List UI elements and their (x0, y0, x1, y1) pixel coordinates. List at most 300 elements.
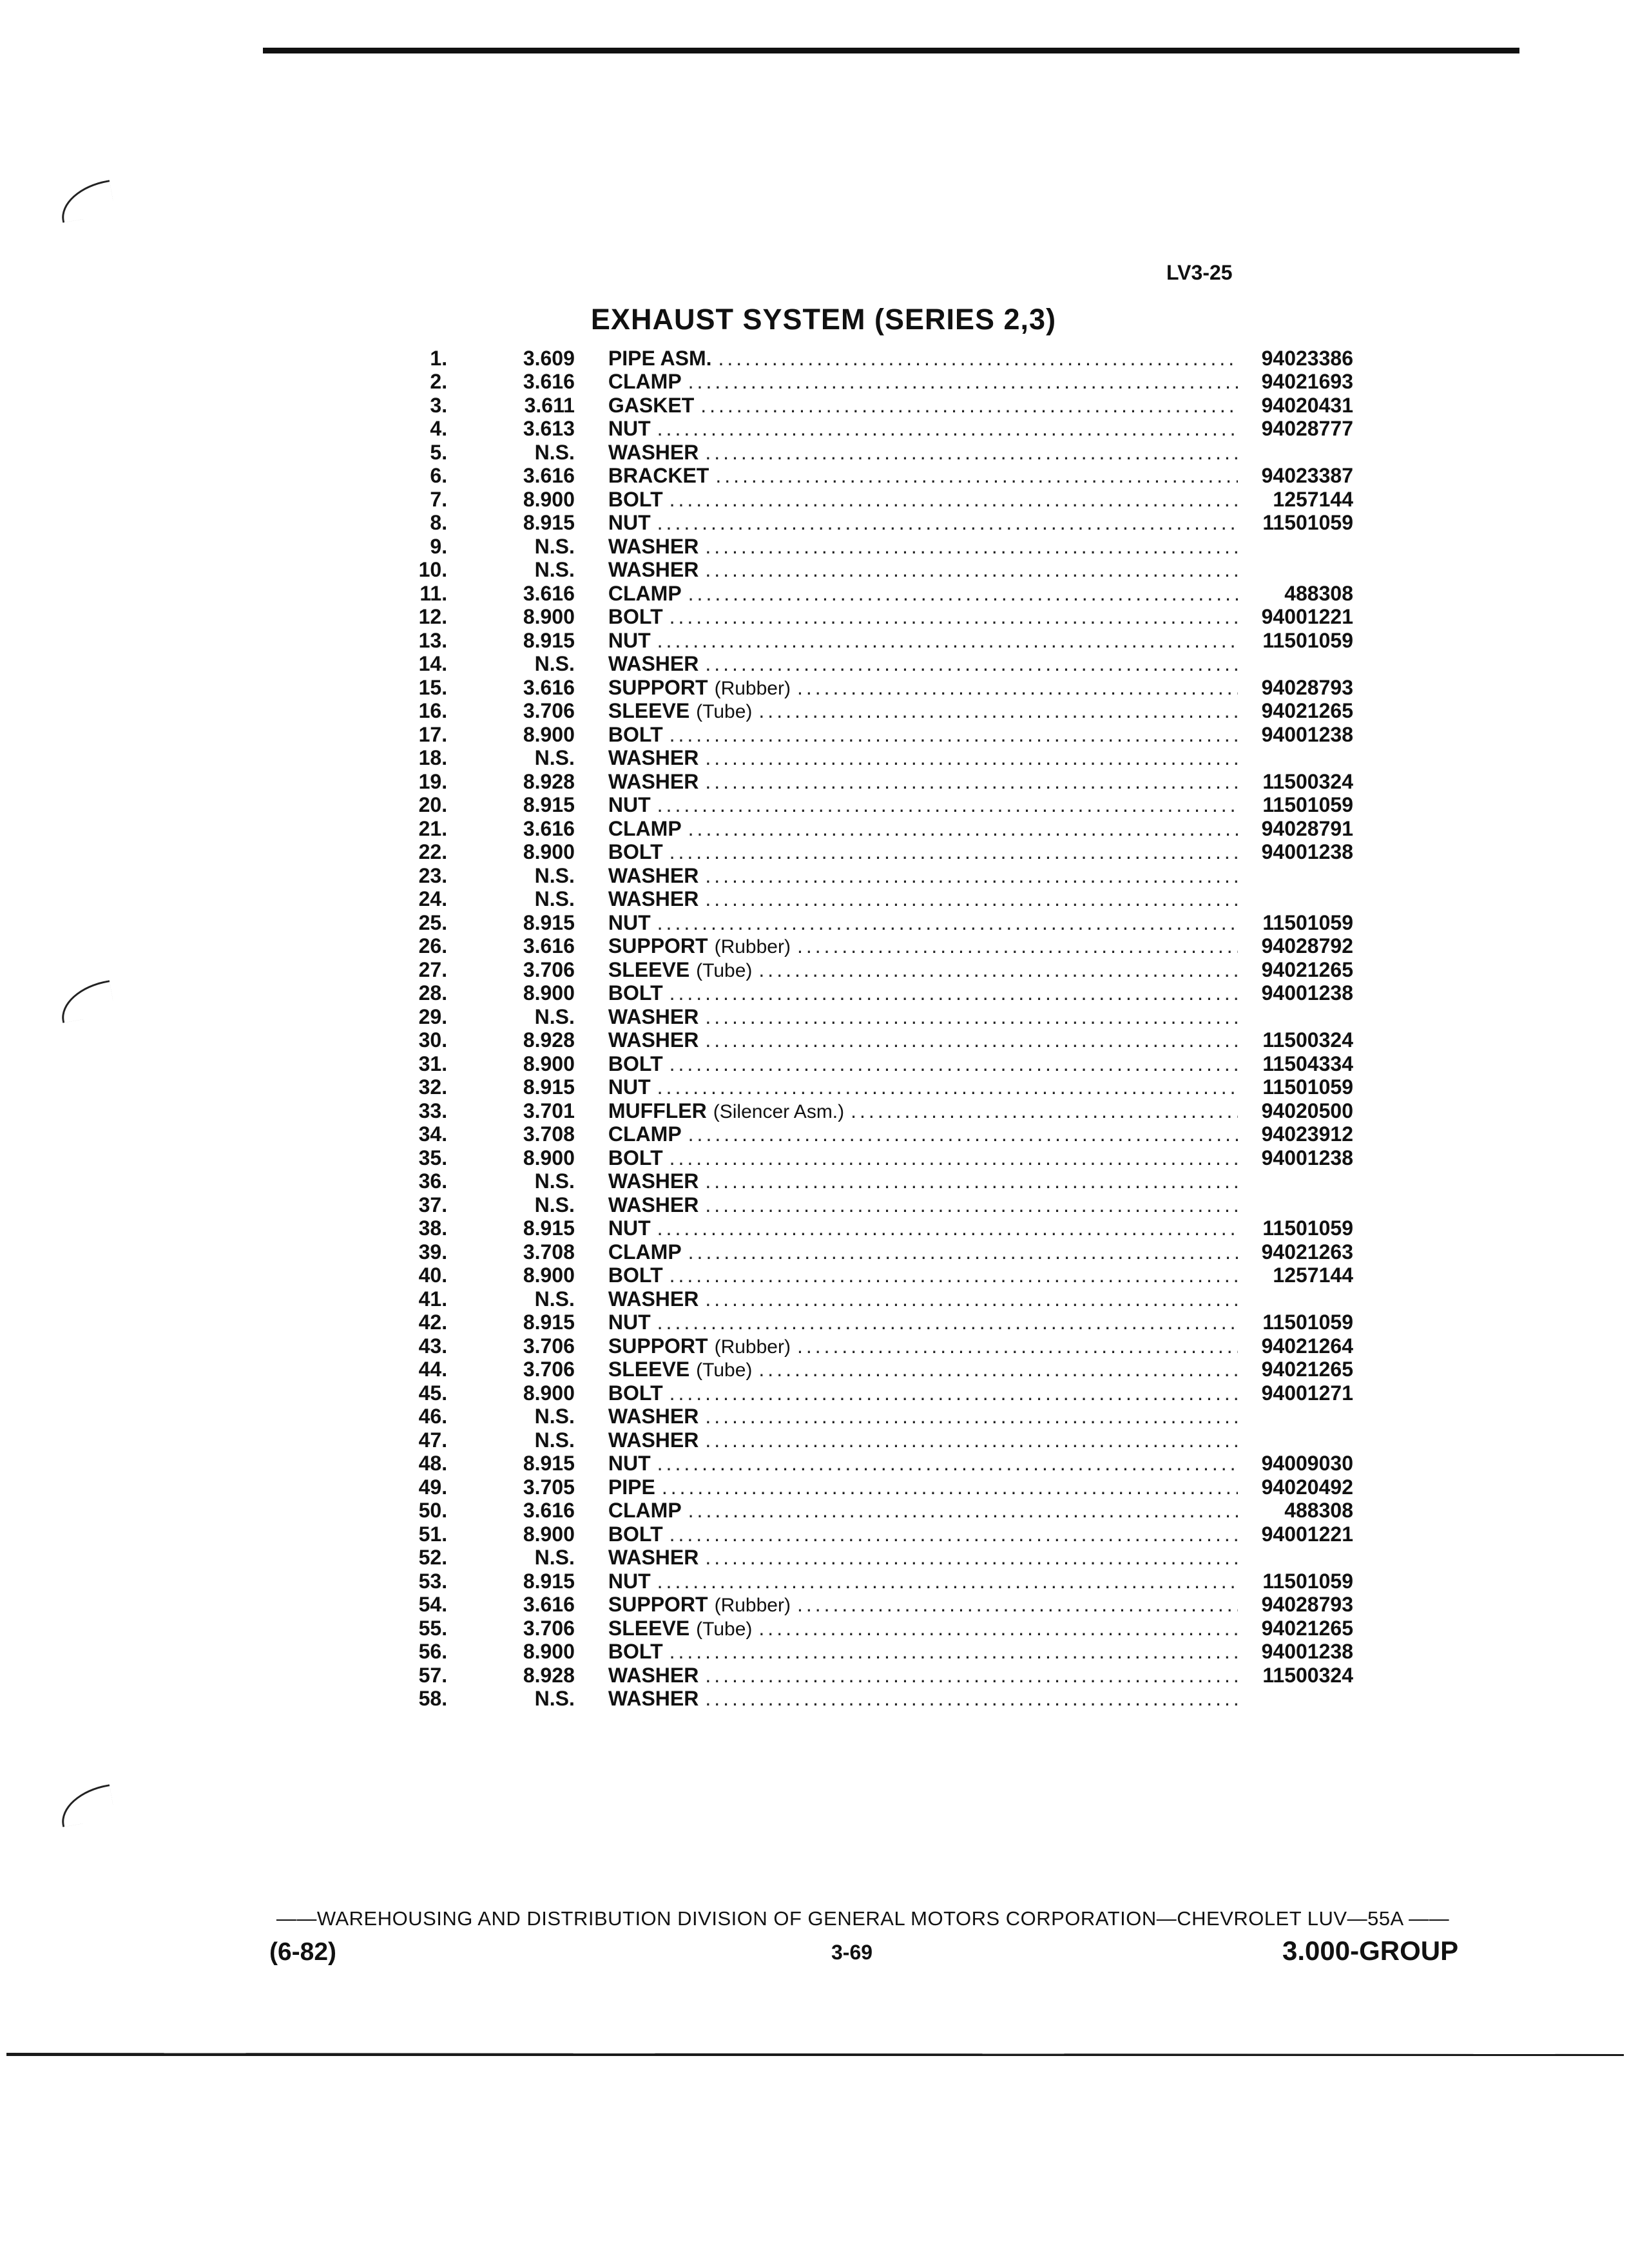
part-number: 94001238 (1261, 1146, 1353, 1169)
dot-leader (718, 347, 1239, 370)
item-number: 43. (418, 1334, 448, 1358)
dot-leader (705, 1193, 1238, 1217)
dot-leader (657, 511, 1239, 535)
part-number: 11501059 (1262, 1075, 1353, 1099)
group-number: 3.706 (523, 1334, 575, 1358)
part-description (608, 770, 1239, 794)
dot-leader (670, 840, 1239, 864)
part-row (387, 1499, 1353, 1523)
group-number: N.S. (534, 1687, 575, 1711)
part-name: NUT (608, 793, 651, 817)
part-name: NUT (608, 910, 651, 934)
item-number: 42. (418, 1311, 448, 1334)
group-number: 3.616 (523, 581, 575, 605)
item-number: 57. (418, 1663, 448, 1687)
part-number: 94001238 (1261, 722, 1353, 746)
item-number: 20. (418, 793, 448, 817)
part-description (608, 1334, 1239, 1358)
part-row (387, 653, 1353, 677)
dot-leader (662, 1475, 1239, 1499)
part-description (608, 1311, 1239, 1334)
item-number: 41. (418, 1287, 448, 1311)
part-description (608, 1264, 1239, 1287)
part-number: 94021265 (1261, 1358, 1353, 1381)
group-number: 3.708 (523, 1240, 575, 1264)
page-title: EXHAUST SYSTEM (SERIES 2,3) (590, 303, 1057, 336)
group-number: 3.705 (523, 1475, 575, 1499)
part-row (387, 864, 1353, 888)
dot-leader (670, 1052, 1239, 1076)
part-name: WASHER (608, 887, 699, 911)
part-name: WASHER (608, 1687, 699, 1711)
part-row (387, 958, 1353, 982)
dot-leader (657, 1075, 1239, 1099)
part-description (608, 370, 1239, 394)
item-number: 54. (418, 1593, 448, 1617)
part-description (608, 347, 1239, 370)
group-number: N.S. (534, 1193, 575, 1216)
part-row (387, 512, 1353, 535)
part-name: WASHER (608, 652, 699, 676)
part-description (608, 394, 1239, 418)
part-qualifier: (Rubber) (714, 677, 791, 699)
dot-leader (705, 887, 1238, 911)
dot-leader (705, 535, 1238, 559)
item-number: 56. (418, 1640, 448, 1664)
part-name: WASHER (608, 1546, 699, 1570)
item-number: 7. (430, 487, 448, 511)
part-row (387, 982, 1353, 1006)
part-name: BOLT (608, 1640, 663, 1664)
dot-leader (797, 1593, 1238, 1617)
dot-leader (657, 1570, 1239, 1593)
part-name: WASHER (608, 1169, 699, 1193)
part-description (608, 887, 1239, 911)
part-description (608, 793, 1239, 817)
dot-leader (705, 441, 1238, 465)
part-name: WASHER (608, 769, 699, 793)
part-name: BOLT (608, 722, 663, 746)
part-row (387, 1217, 1353, 1241)
item-number: 40. (418, 1264, 448, 1287)
group-number: N.S. (534, 1287, 575, 1311)
part-number: 94020492 (1261, 1475, 1353, 1499)
item-number: 12. (418, 605, 448, 629)
part-row (387, 723, 1353, 747)
part-number: 11500324 (1262, 1028, 1353, 1052)
dot-leader (657, 417, 1239, 441)
item-number: 22. (418, 840, 448, 864)
item-number: 31. (418, 1052, 448, 1075)
part-row (387, 1546, 1353, 1570)
part-name: NUT (608, 1311, 651, 1334)
part-name: CLAMP (608, 816, 682, 840)
part-description (608, 1405, 1239, 1428)
part-row (387, 1358, 1353, 1382)
part-row (387, 606, 1353, 629)
item-number: 21. (418, 816, 448, 840)
part-name: CLAMP (608, 1499, 682, 1523)
part-name: BOLT (608, 1381, 663, 1405)
part-qualifier: (Rubber) (714, 1336, 791, 1358)
item-number: 9. (430, 534, 448, 558)
part-description (608, 1664, 1239, 1687)
dot-leader (715, 464, 1238, 488)
part-qualifier: (Silencer Asm.) (713, 1100, 845, 1122)
item-number: 53. (418, 1569, 448, 1593)
part-name: NUT (608, 1452, 651, 1475)
dot-leader (670, 488, 1239, 512)
item-number: 37. (418, 1193, 448, 1216)
dot-leader (705, 746, 1238, 770)
dot-leader (670, 1640, 1239, 1664)
part-qualifier: (Tube) (696, 1618, 753, 1640)
footer-publisher-line: ——WAREHOUSING AND DISTRIBUTION DIVISION OF GENERAL MOTORS CORPORATION—CHEVROLET LUV—55A —— (276, 1907, 1450, 1930)
part-name: SUPPORT (608, 934, 708, 958)
dot-leader (705, 1405, 1238, 1428)
group-number: N.S. (534, 652, 575, 676)
part-name: BOLT (608, 981, 663, 1005)
binder-hole-mark (57, 180, 115, 223)
part-number: 94021263 (1261, 1240, 1353, 1264)
item-number: 50. (418, 1499, 448, 1523)
item-number: 17. (418, 722, 448, 746)
part-name: WASHER (608, 1428, 699, 1452)
item-number: 35. (418, 1146, 448, 1169)
top-rule (263, 48, 1519, 53)
dot-leader (705, 652, 1238, 676)
part-row (387, 441, 1353, 465)
group-number: 8.915 (523, 1216, 575, 1240)
item-number: 28. (418, 981, 448, 1005)
dot-leader (758, 958, 1238, 982)
group-number: 3.708 (523, 1122, 575, 1146)
part-row (387, 1311, 1353, 1335)
part-description (608, 1169, 1239, 1193)
group-number: 8.915 (523, 1569, 575, 1593)
group-number: N.S. (534, 534, 575, 558)
part-number: 94028792 (1261, 934, 1353, 958)
group-number: 8.915 (523, 1452, 575, 1475)
part-description (608, 1523, 1239, 1546)
group-number: 8.900 (523, 1264, 575, 1287)
part-row (387, 770, 1353, 794)
part-number: 94021265 (1261, 1616, 1353, 1640)
part-number: 94023387 (1261, 464, 1353, 488)
dot-leader (758, 1358, 1238, 1381)
part-row (387, 794, 1353, 818)
part-description (608, 1358, 1239, 1381)
group-number: 3.616 (523, 1499, 575, 1523)
dot-leader (670, 1523, 1239, 1546)
part-description (608, 1475, 1239, 1499)
part-description (608, 911, 1239, 935)
item-number: 10. (418, 558, 448, 582)
dot-leader (688, 582, 1239, 606)
item-number: 46. (418, 1405, 448, 1428)
part-row (387, 1146, 1353, 1170)
part-row (387, 888, 1353, 912)
part-qualifier: (Rubber) (714, 1595, 791, 1617)
part-name: NUT (608, 1216, 651, 1240)
group-number: N.S. (534, 746, 575, 770)
item-number: 25. (418, 910, 448, 934)
part-description (608, 1640, 1239, 1664)
part-number: 11501059 (1262, 511, 1353, 535)
item-number: 13. (418, 628, 448, 652)
item-number: 58. (418, 1687, 448, 1711)
dot-leader (670, 981, 1239, 1005)
group-number: N.S. (534, 440, 575, 464)
part-number: 1257144 (1273, 487, 1353, 511)
part-description (608, 1452, 1239, 1475)
part-description (608, 1028, 1239, 1052)
group-number: 3.616 (523, 934, 575, 958)
part-name: BOLT (608, 1146, 663, 1169)
part-name: SUPPORT (608, 1593, 708, 1617)
item-number: 1. (430, 346, 448, 370)
part-row (387, 1428, 1353, 1452)
parts-list (387, 347, 1353, 1711)
item-number: 19. (418, 769, 448, 793)
part-number: 94028793 (1261, 675, 1353, 699)
dot-leader (758, 1617, 1238, 1640)
part-name: WASHER (608, 558, 699, 582)
item-number: 47. (418, 1428, 448, 1452)
part-row (387, 1287, 1353, 1311)
dot-leader (705, 1546, 1238, 1570)
part-description (608, 1193, 1239, 1217)
part-number: 94001238 (1261, 1640, 1353, 1664)
part-description (608, 441, 1239, 465)
part-description (608, 464, 1239, 488)
part-row (387, 1334, 1353, 1358)
item-number: 5. (430, 440, 448, 464)
bottom-rule (6, 2053, 1624, 2056)
part-description (608, 723, 1239, 747)
dot-leader (705, 1028, 1238, 1052)
part-row (387, 700, 1353, 724)
part-name: SUPPORT (608, 1334, 708, 1358)
part-number: 94023386 (1261, 346, 1353, 370)
dot-leader (657, 793, 1239, 817)
part-number: 94021265 (1261, 699, 1353, 723)
group-number: 3.616 (523, 370, 575, 394)
group-number: 8.915 (523, 1075, 575, 1099)
part-name: NUT (608, 1569, 651, 1593)
part-number: 94001221 (1261, 1522, 1353, 1546)
part-description (608, 1099, 1239, 1123)
part-name: SUPPORT (608, 675, 708, 699)
part-number: 94020431 (1261, 393, 1353, 417)
part-number: 11501059 (1262, 628, 1353, 652)
part-description (608, 934, 1239, 958)
part-row (387, 1593, 1353, 1617)
part-description (608, 1546, 1239, 1570)
dot-leader (688, 817, 1239, 841)
part-number: 94028791 (1261, 816, 1353, 840)
part-name: SLEEVE (608, 699, 690, 723)
part-description (608, 1075, 1239, 1099)
part-name: SLEEVE (608, 1358, 690, 1381)
part-number: 94028777 (1261, 417, 1353, 441)
part-name: PIPE ASM. (608, 346, 712, 370)
part-number: 94001221 (1261, 605, 1353, 629)
part-number: 94021693 (1261, 370, 1353, 394)
group-number: 3.706 (523, 957, 575, 981)
part-row (387, 1617, 1353, 1640)
part-name: BOLT (608, 605, 663, 629)
group-number: 3.616 (523, 464, 575, 488)
part-name: CLAMP (608, 1122, 682, 1146)
binder-hole-mark (57, 980, 115, 1023)
part-name: NUT (608, 417, 651, 441)
item-number: 15. (418, 675, 448, 699)
part-row (387, 935, 1353, 959)
group-number: 3.701 (523, 1099, 575, 1122)
dot-leader (705, 770, 1238, 794)
part-number: 11501059 (1262, 1311, 1353, 1334)
part-name: WASHER (608, 440, 699, 464)
part-description (608, 558, 1239, 582)
group-number: 8.928 (523, 1663, 575, 1687)
item-number: 11. (419, 581, 448, 605)
part-description (608, 1146, 1239, 1170)
part-row (387, 1076, 1353, 1100)
part-qualifier: (Tube) (696, 959, 753, 981)
dot-leader (758, 699, 1238, 723)
part-description (608, 1570, 1239, 1593)
dot-leader (705, 1687, 1238, 1711)
part-description (608, 1381, 1239, 1405)
dot-leader (657, 911, 1239, 935)
group-number: 8.915 (523, 1311, 575, 1334)
part-row (387, 841, 1353, 865)
part-number: 94023912 (1261, 1122, 1353, 1146)
part-description (608, 629, 1239, 653)
part-description (608, 817, 1239, 841)
part-description (608, 417, 1239, 441)
part-description (608, 488, 1239, 512)
part-number: 94009030 (1261, 1452, 1353, 1475)
group-number: 8.900 (523, 1052, 575, 1075)
dot-leader (688, 1240, 1239, 1264)
item-number: 39. (418, 1240, 448, 1264)
part-description (608, 1216, 1239, 1240)
part-row (387, 488, 1353, 512)
item-number: 8. (430, 511, 448, 535)
dot-leader (797, 934, 1238, 958)
part-row (387, 911, 1353, 935)
group-number: 3.706 (523, 1616, 575, 1640)
group-number: 8.900 (523, 981, 575, 1005)
part-row (387, 1123, 1353, 1147)
part-row (387, 535, 1353, 559)
part-name: BOLT (608, 1522, 663, 1546)
group-number: 3.609 (523, 346, 575, 370)
part-number: 94021265 (1261, 957, 1353, 981)
page-id: LV3-25 (1166, 261, 1233, 284)
part-description (608, 1499, 1239, 1523)
part-row (387, 1570, 1353, 1593)
group-number: 8.900 (523, 1381, 575, 1405)
part-row (387, 347, 1353, 370)
footer-date: (6-82) (269, 1938, 337, 1966)
item-number: 32. (418, 1075, 448, 1099)
part-row (387, 1475, 1353, 1499)
part-number: 94020500 (1261, 1099, 1353, 1122)
part-number: 11500324 (1262, 1663, 1353, 1687)
item-number: 26. (418, 934, 448, 958)
part-description (608, 746, 1239, 770)
part-description (608, 535, 1239, 559)
group-number: 3.613 (523, 417, 575, 441)
part-name: BRACKET (608, 464, 709, 488)
group-number: 8.900 (523, 1146, 575, 1169)
part-number: 11500324 (1262, 769, 1353, 793)
dot-leader (705, 1169, 1238, 1193)
group-number: 3.616 (523, 1593, 575, 1617)
part-description (608, 864, 1239, 888)
part-name: WASHER (608, 1405, 699, 1428)
part-qualifier: (Tube) (696, 701, 753, 723)
part-name: WASHER (608, 746, 699, 770)
group-number: 3.611 (524, 393, 575, 417)
dot-leader (705, 1664, 1238, 1687)
group-number: N.S. (534, 863, 575, 887)
part-description (608, 1687, 1239, 1711)
part-row (387, 1664, 1353, 1687)
part-name: WASHER (608, 863, 699, 887)
part-name: BOLT (608, 487, 663, 511)
part-description (608, 958, 1239, 982)
part-name: MUFFLER (608, 1099, 707, 1122)
part-description (608, 1287, 1239, 1311)
part-name: CLAMP (608, 581, 682, 605)
dot-leader (670, 1146, 1239, 1170)
item-number: 16. (418, 699, 448, 723)
part-number: 94001238 (1261, 840, 1353, 864)
dot-leader (657, 1216, 1239, 1240)
part-row (387, 1523, 1353, 1546)
part-name: GASKET (608, 393, 695, 417)
part-row (387, 465, 1353, 488)
dot-leader (705, 864, 1238, 888)
item-number: 36. (418, 1169, 448, 1193)
item-number: 33. (418, 1099, 448, 1122)
part-name: BOLT (608, 840, 663, 864)
part-row (387, 1099, 1353, 1123)
part-row (387, 1452, 1353, 1476)
part-number: 94001238 (1261, 981, 1353, 1005)
dot-leader (688, 1499, 1239, 1523)
group-number: 3.616 (523, 675, 575, 699)
part-row (387, 817, 1353, 841)
item-number: 3. (430, 393, 448, 417)
part-name: PIPE (608, 1475, 655, 1499)
part-row (387, 559, 1353, 582)
part-description (608, 1617, 1239, 1640)
part-row (387, 1381, 1353, 1405)
part-number: 11501059 (1262, 910, 1353, 934)
part-row (387, 1005, 1353, 1029)
part-name: SLEEVE (608, 1616, 690, 1640)
dot-leader (851, 1099, 1238, 1123)
item-number: 49. (418, 1475, 448, 1499)
part-number: 94021264 (1261, 1334, 1353, 1358)
dot-leader (705, 1287, 1238, 1311)
part-row (387, 582, 1353, 606)
